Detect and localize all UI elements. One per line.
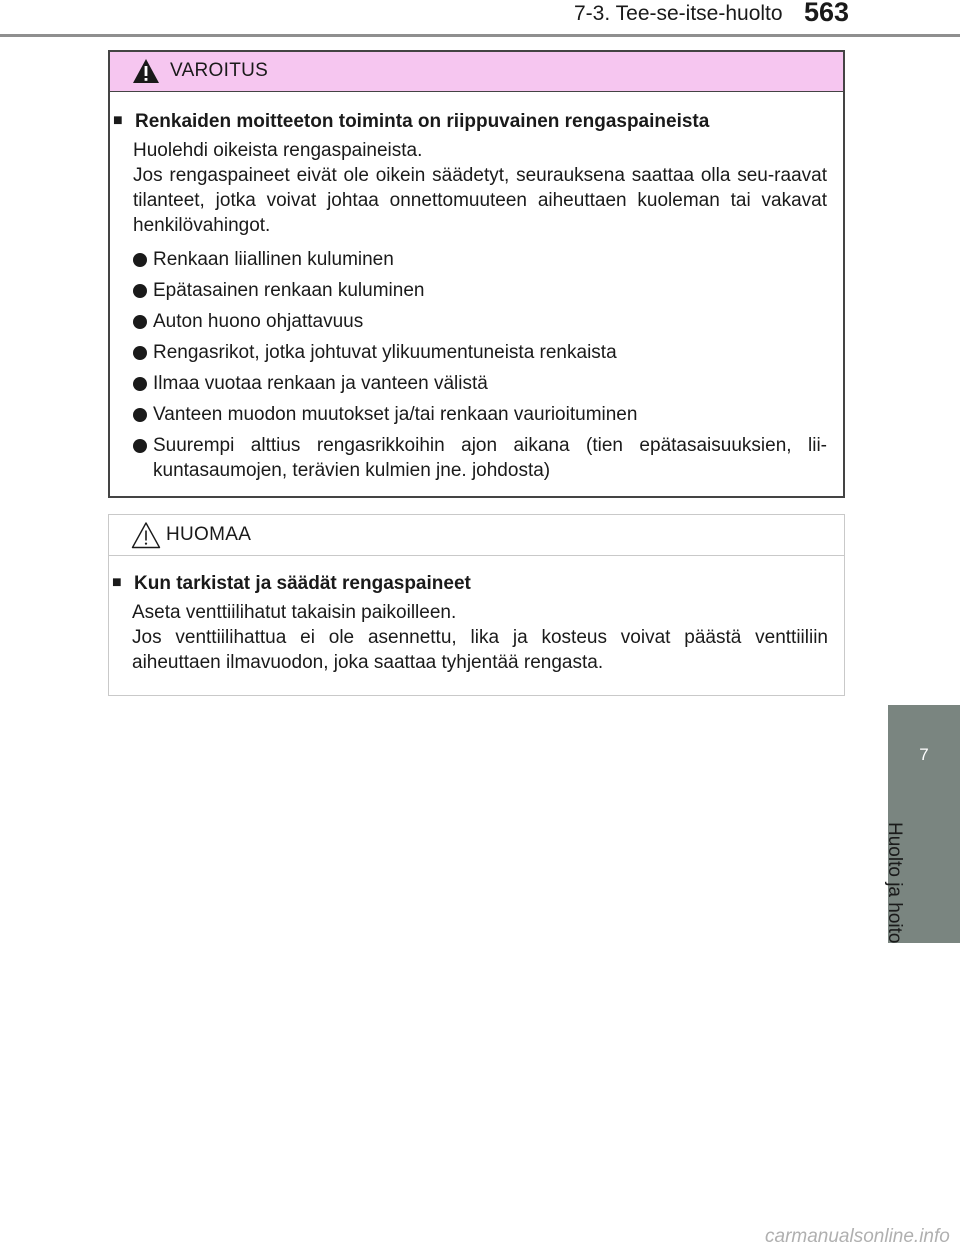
list-item [133,278,827,303]
chapter-title: Huolto ja hoito [884,822,905,944]
page-number: 563 [804,0,850,27]
bullet-dot-icon [133,408,147,422]
square-bullet-icon: ■ [112,574,122,591]
list-item-text: Rengasrikot, jotka johtuvat ylikuumentuneista renkaista [153,342,617,363]
warning-heading-text: Renkaiden moitteeton toiminta on riippuvainen rengaspaineista [135,111,710,132]
warning-triangle-icon [132,58,160,84]
list-item [133,340,827,365]
notice-header [109,515,844,556]
warning-intro [133,138,827,238]
notice-heading [112,572,828,596]
list-item [133,433,827,483]
warning-label: VAROITUS [170,60,269,81]
bullet-dot-icon [133,284,147,298]
warning-body [110,92,843,483]
notice-heading-text: Kun tarkistat ja säädät rengaspaineet [134,573,471,594]
chapter-number: 7 [919,745,929,764]
bullet-dot-icon [133,346,147,360]
warning-box [108,50,845,498]
notice-paragraph: Jos venttiilihattua ei ole asennettu, lika ja kosteus voivat päästä venttiiliin aiheuttaen ilmavuodon, joka saattaa tyhjentää rengasta. [132,627,828,673]
warning-heading [113,110,827,134]
section-title: 7-3. Tee-se-itse-huolto [574,2,783,25]
notice-intro-text: Aseta venttiilihatut takaisin paikoilleen. [132,602,457,623]
square-bullet-icon: ■ [113,112,123,129]
watermark: carmanualsonline.info [765,1226,950,1247]
notice-body [109,556,844,675]
header-divider [0,34,960,37]
list-item-text: Auton huono ohjattavuus [153,311,364,332]
bullet-dot-icon [133,315,147,329]
list-item [133,247,827,272]
notice-box [108,514,845,696]
warning-header [110,52,843,92]
list-item-text: Ilmaa vuotaa renkaan ja vanteen välistä [153,373,488,394]
warning-paragraph: Jos rengaspaineet eivät ole oikein säädetyt, seurauksena saattaa olla seu-raavat tilanteet, jotka voivat johtaa onnettomuuteen aiheuttaen kuoleman tai vakavat henkilövahingot. [133,165,827,236]
warning-intro-text: Huolehdi oikeista rengaspaineista. [133,140,423,161]
list-item-text: Epätasainen renkaan kuluminen [153,280,425,301]
list-item [133,309,827,334]
list-item [133,371,827,396]
notice-text [132,600,828,675]
list-item [133,402,827,427]
bullet-dot-icon [133,253,147,267]
warning-bullet-list [133,247,827,483]
notice-label: HUOMAA [166,524,252,545]
list-item-text: Renkaan liiallinen kuluminen [153,249,394,270]
bullet-dot-icon [133,439,147,453]
list-item-text: Suurempi alttius rengasrikkoihin ajon aikana (tien epätasaisuuksien, lii-kuntasaumojen, terävien kulmien jne. johdosta) [153,435,827,481]
bullet-dot-icon [133,377,147,391]
list-item-text: Vanteen muodon muutokset ja/tai renkaan vaurioituminen [153,404,638,425]
caution-triangle-icon [131,521,161,549]
